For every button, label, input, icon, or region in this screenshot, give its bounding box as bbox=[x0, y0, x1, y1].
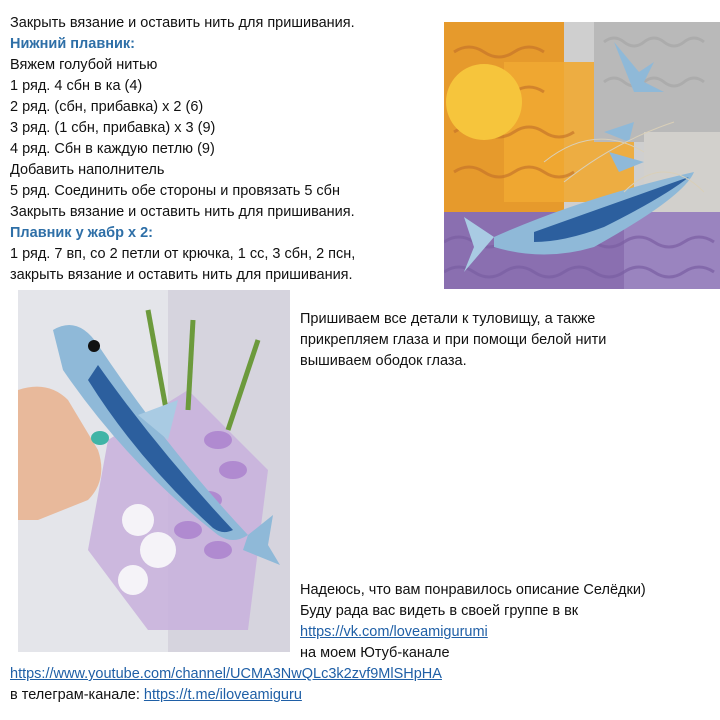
lower-fin-heading: Нижний плавник: bbox=[10, 36, 135, 52]
instruction-line: Добавить наполнитель bbox=[10, 162, 165, 178]
instruction-line: 5 ряд. Соединить обе стороны и провязать 5 сбн bbox=[10, 183, 340, 199]
instruction-line: 2 ряд. (сбн, прибавка) х 2 (6) bbox=[10, 99, 204, 115]
instruction-line: 1 ряд. 4 сбн в ка (4) bbox=[10, 78, 143, 94]
gill-fin-heading: Плавник у жабр х 2: bbox=[10, 225, 154, 241]
closing-message: Надеюсь, что вам понравилось описание Селёдки) bbox=[300, 582, 646, 598]
instruction-line: 4 ряд. Сбн в каждую петлю (9) bbox=[10, 141, 215, 157]
vk-group-invite: Буду рада вас видеть в своей группе в вк bbox=[300, 603, 579, 619]
finished-herring-photo bbox=[18, 290, 290, 652]
assembly-line: прикрепляем глаза и при помощи белой нити bbox=[300, 332, 607, 348]
instruction-line: 3 ряд. (1 сбн, прибавка) х 3 (9) bbox=[10, 120, 216, 136]
close-knitting-line: Закрыть вязание и оставить нить для пришивания. bbox=[10, 15, 355, 31]
telegram-link[interactable]: https://t.me/iloveamiguru bbox=[143, 687, 302, 703]
instruction-line: Закрыть вязание и оставить нить для пришивания. bbox=[10, 204, 355, 220]
youtube-prefix: на моем Ютуб-канале bbox=[300, 645, 450, 661]
youtube-link[interactable]: https://www.youtube.com/channel/UCMA3NwQLc3k2zvf9MlSHpHA bbox=[10, 666, 442, 682]
instruction-line: 1 ряд. 7 вп, со 2 петли от крючка, 1 сс, 3 сбн, 2 псн, bbox=[10, 246, 356, 262]
youtube-link-row bbox=[10, 664, 442, 684]
assembly-line: Пришиваем все детали к туловищу, а также bbox=[300, 311, 596, 327]
telegram-prefix: в телеграм-канале: bbox=[10, 687, 144, 703]
instruction-line: Вяжем голубой нитью bbox=[10, 57, 158, 73]
assembly-line: вышиваем ободок глаза. bbox=[300, 353, 467, 369]
telegram-row bbox=[10, 685, 302, 705]
vk-link[interactable]: https://vk.com/loveamigurumi bbox=[300, 624, 488, 640]
vk-link-row bbox=[300, 622, 488, 642]
instruction-line: закрыть вязание и оставить нить для пришивания. bbox=[10, 267, 353, 283]
crochet-parts-photo bbox=[444, 22, 720, 289]
